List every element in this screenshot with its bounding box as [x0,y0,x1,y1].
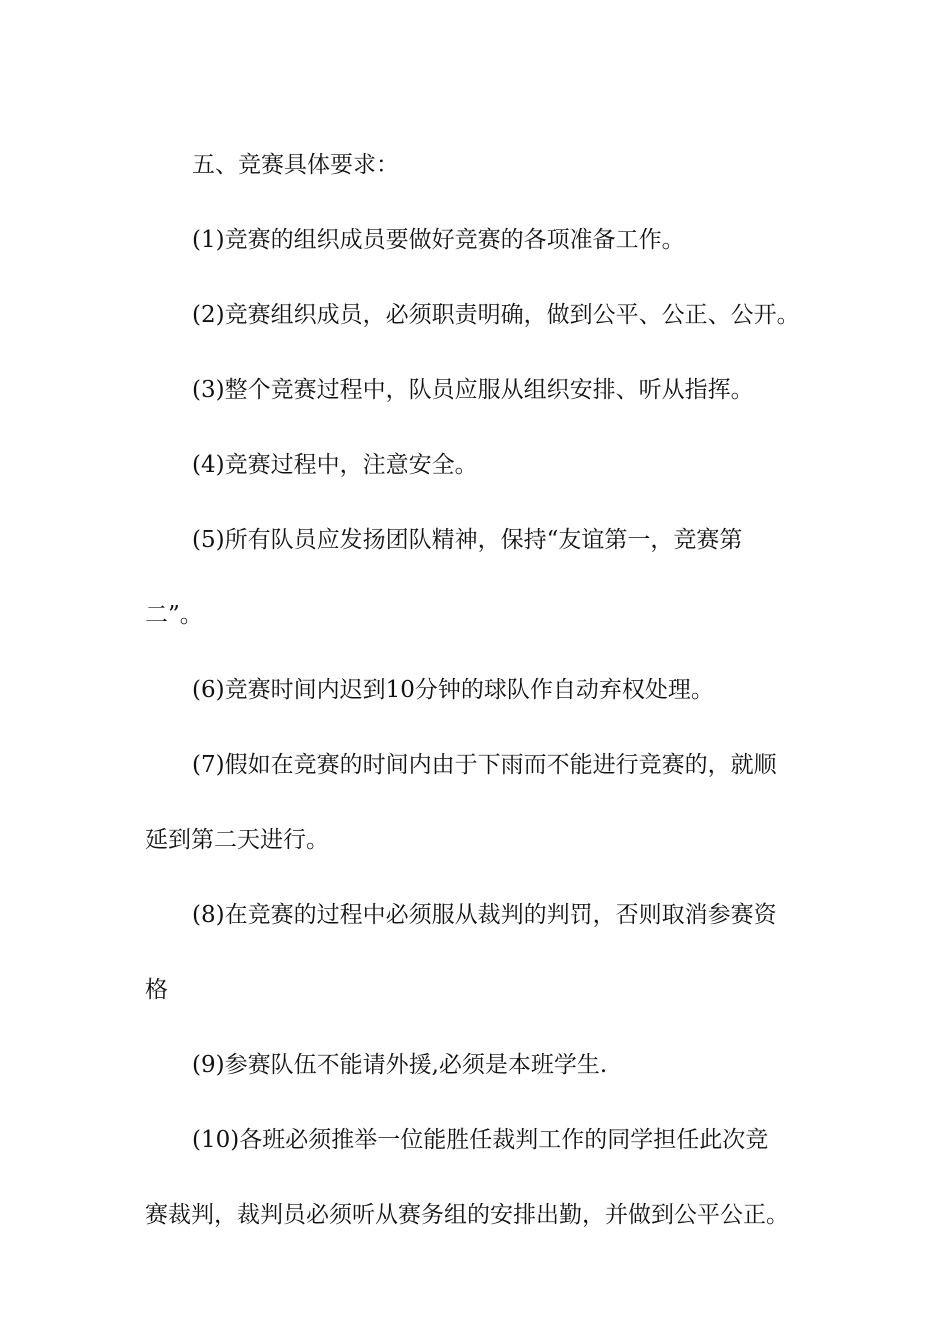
paragraph-line: (3)整个竞赛过程中，队员应服从组织安排、听从指挥。 [192,377,754,403]
paragraph-line: (2)竞赛组织成员，必须职责明确，做到公平、公正、公开。 [192,302,800,328]
paragraph-line: (10)各班必须推举一位能胜任裁判工作的同学担任此次竞 [192,1127,769,1153]
paragraph-continuation: 延到第二天进行。 [145,827,329,853]
section-heading: 五、竞赛具体要求： [192,152,399,178]
paragraph-line: (6)竞赛时间内迟到10分钟的球队作自动弃权处理。 [192,677,714,703]
paragraph-line: (7)假如在竞赛的时间内由于下雨而不能进行竞赛的，就顺 [192,752,777,778]
paragraph-continuation: 二”。 [145,602,203,628]
document-body [145,128,815,1253]
paragraph-line: (5)所有队员应发扬团队精神，保持“友谊第一，竞赛第 [192,527,743,553]
paragraph-continuation: 格 [145,977,168,1003]
paragraph-line: (1)竞赛的组织成员要做好竞赛的各项准备工作。 [192,227,685,253]
paragraph-line: (9)参赛队伍不能请外援,必须是本班学生. [192,1052,608,1078]
paragraph-line: (8)在竞赛的过程中必须服从裁判的判罚，否则取消参赛资 [192,902,777,928]
paragraph-continuation: 赛裁判，裁判员必须听从赛务组的安排出勤，并做到公平公正。 [145,1202,789,1228]
paragraph-line: (4)竞赛过程中，注意安全。 [192,452,478,478]
